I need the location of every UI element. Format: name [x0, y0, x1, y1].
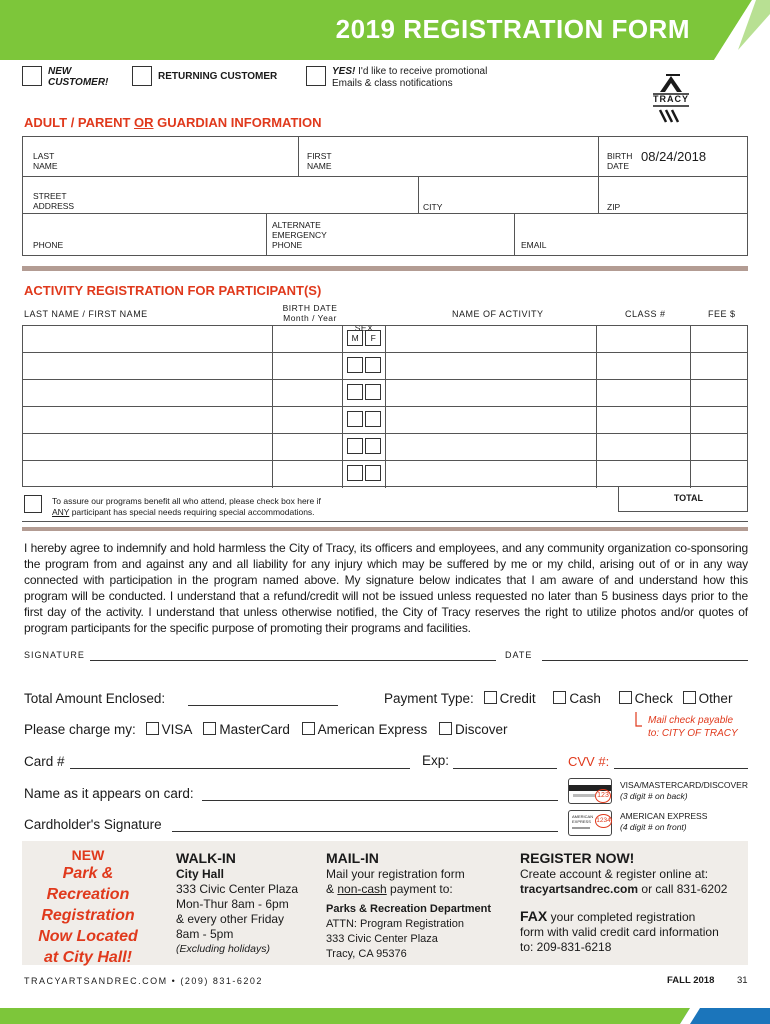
website-link[interactable]: tracyartsandrec.com — [520, 882, 639, 896]
tracy-logo-text: TRACY — [653, 94, 689, 104]
signature-label: SIGNATURE — [24, 650, 85, 660]
card-back-icon: 123 — [568, 778, 612, 804]
name-on-card-line[interactable] — [202, 800, 558, 801]
phone-field[interactable]: PHONE — [23, 214, 267, 255]
register-now-heading: REGISTER NOW! — [520, 850, 635, 866]
mail-in-details: Mail your registration form & non-cash payment to: Parks & Recreation Department ATTN: Program Registration 333 Civic Center Plaza Tracy, CA 95376 — [326, 867, 492, 960]
cvv-label: CVV #: — [568, 754, 610, 769]
returning-customer-option[interactable] — [132, 66, 277, 86]
col-participant-name: LAST NAME / FIRST NAME — [24, 309, 148, 319]
special-needs-row — [22, 492, 748, 522]
footer-season: FALL 2018 — [667, 975, 715, 986]
special-needs-checkbox[interactable] — [24, 495, 42, 513]
promo-checkbox[interactable] — [306, 66, 326, 86]
tracy-logo — [646, 70, 696, 124]
sex-f-checkbox[interactable] — [365, 411, 381, 427]
card-number-label: Card # — [24, 754, 65, 769]
sex-m-checkbox[interactable] — [347, 438, 363, 454]
adult-section-heading: ADULT / PARENT OR GUARDIAN INFORMATION — [24, 115, 322, 130]
table-row[interactable] — [23, 461, 747, 488]
table-row[interactable] — [23, 326, 747, 353]
cardholder-signature-line[interactable] — [172, 831, 558, 832]
other-checkbox[interactable] — [683, 691, 696, 704]
form-title: 2019 REGISTRATION FORM — [335, 14, 690, 44]
total-fee-field[interactable] — [618, 487, 748, 512]
check-checkbox[interactable] — [619, 691, 632, 704]
visa-cvv-note: VISA/MASTERCARD/DISCOVER (3 digit # on back) — [620, 780, 748, 801]
sex-m-checkbox[interactable] — [347, 330, 363, 346]
zip-field[interactable]: ZIP — [599, 177, 747, 214]
street-address-field[interactable]: STREET ADDRESS — [23, 177, 419, 214]
mail-in-heading: MAIL-IN — [326, 850, 379, 866]
cvv-line[interactable] — [614, 768, 748, 769]
liability-agreement: I hereby agree to indemnify and hold harmless the City of Tracy, its officers and employees, and any community organization co-sponsoring the program from and against any and all liability for any injury which may be suffered by me or my child, arising out of or in any way connected with participation in the program named above. My signature below indicates that I am aware of and understand how this program will be conducted. I understand that a refund/credit will not be issued unless requested no later than 5 business days prior to the first day of the activity. I understand that unless otherwise notified, the City of Tracy reserves the right to utilize photos and/or quotes of program participants for the specific purpose of promoting their programs and facilities. — [24, 541, 748, 635]
col-sex: SEX M F — [351, 323, 377, 343]
table-row[interactable] — [23, 380, 747, 407]
col-birth-date: BIRTH DATE Month / Year — [282, 303, 338, 323]
new-location-callout: NEW Park & Recreation Registration Now Located at City Hall! — [38, 847, 138, 966]
total-enclosed-label: Total Amount Enclosed: — [24, 691, 166, 706]
date-line[interactable] — [542, 660, 748, 661]
returning-customer-label: RETURNING CUSTOMER — [158, 71, 278, 82]
footer-color-bar — [0, 1008, 770, 1024]
total-label: TOTAL — [673, 493, 703, 503]
register-online-details: Create account & register online at: tracyartsandrec.com or call 831-6202 — [520, 867, 728, 896]
col-class-number: CLASS # — [625, 309, 666, 319]
cardholder-signature-label: Cardholder's Signature — [24, 817, 162, 832]
name-on-card-label: Name as it appears on card: — [24, 786, 194, 801]
cash-checkbox[interactable] — [553, 691, 566, 704]
table-row[interactable] — [23, 353, 747, 380]
discover-checkbox[interactable] — [439, 722, 452, 735]
payment-type-row: Payment Type: Credit Cash Check Other — [384, 691, 733, 706]
activity-section-heading: ACTIVITY REGISTRATION FOR PARTICIPANT(S) — [24, 283, 322, 298]
amex-cvv-note: AMERICAN EXPRESS (4 digit # on front) — [620, 811, 708, 832]
walk-in-details: City Hall 333 Civic Center Plaza Mon-Thur 8am - 6pm & every other Friday 8am - 5pm (Excluding holidays) — [176, 867, 299, 955]
activity-table — [22, 325, 748, 487]
new-customer-checkbox[interactable] — [22, 66, 42, 86]
mastercard-checkbox[interactable] — [203, 722, 216, 735]
signature-line[interactable] — [90, 660, 496, 661]
new-customer-label: NEW CUSTOMER! — [48, 66, 109, 88]
registration-info-panel — [22, 841, 748, 965]
col-activity-name: NAME OF ACTIVITY — [452, 309, 544, 319]
section-divider — [22, 527, 748, 531]
fax-details: FAX your completed registration form with valid credit card information to: 209-831-6218 — [520, 908, 719, 954]
sex-f-checkbox[interactable] — [365, 330, 381, 346]
table-row[interactable] — [23, 407, 747, 434]
sex-m-checkbox[interactable] — [347, 465, 363, 481]
sex-f-checkbox[interactable] — [365, 438, 381, 454]
credit-checkbox[interactable] — [484, 691, 497, 704]
exp-line[interactable] — [453, 768, 557, 769]
card-type-row: Please charge my: VISA MasterCard American Express Discover — [24, 722, 508, 737]
footer-contact: TRACYARTSANDREC.COM • (209) 831-6202 — [24, 976, 263, 986]
customer-type-row — [22, 66, 642, 96]
sex-f-checkbox[interactable] — [365, 384, 381, 400]
section-divider — [22, 266, 748, 271]
card-number-line[interactable] — [70, 768, 410, 769]
special-needs-text: To assure our programs benefit all who attend, please check box here if ANY participant has special needs requiring special accommodations. — [52, 496, 321, 517]
visa-checkbox[interactable] — [146, 722, 159, 735]
card-front-icon: AMERICAN EXPRESS 1234 — [568, 810, 612, 836]
exp-label: Exp: — [422, 753, 450, 768]
header-banner — [0, 0, 770, 60]
total-enclosed-line[interactable] — [188, 705, 338, 706]
date-label: DATE — [505, 650, 533, 660]
city-field[interactable]: CITY — [419, 177, 599, 214]
page-number: 31 — [737, 975, 748, 986]
returning-customer-checkbox[interactable] — [132, 66, 152, 86]
col-fee: FEE $ — [708, 309, 736, 319]
sex-m-checkbox[interactable] — [347, 411, 363, 427]
adult-info-box — [22, 136, 748, 256]
first-name-field[interactable]: FIRST NAME — [299, 137, 599, 177]
sex-f-checkbox[interactable] — [365, 465, 381, 481]
amex-checkbox[interactable] — [302, 722, 315, 735]
birth-date-value: 08/24/2018 — [641, 149, 707, 164]
promo-option[interactable] — [306, 66, 487, 90]
walk-in-heading: WALK-IN — [176, 850, 236, 866]
new-customer-option[interactable] — [22, 66, 108, 88]
last-name-field[interactable]: LAST NAME — [23, 137, 299, 177]
sex-m-checkbox[interactable] — [347, 357, 363, 373]
birth-date-field[interactable]: BIRTH DATE 08/24/2018 — [599, 137, 747, 177]
table-row[interactable] — [23, 434, 747, 461]
sex-m-checkbox[interactable] — [347, 384, 363, 400]
alternate-phone-field[interactable]: ALTERNATE EMERGENCY PHONE — [267, 214, 515, 255]
sex-f-checkbox[interactable] — [365, 357, 381, 373]
promo-label: YES! I'd like to receive promotional Emails & class notifications — [332, 66, 488, 89]
email-field[interactable]: EMAIL — [521, 240, 547, 250]
mail-check-note: Mail check payable to: CITY OF TRACY — [648, 715, 738, 739]
